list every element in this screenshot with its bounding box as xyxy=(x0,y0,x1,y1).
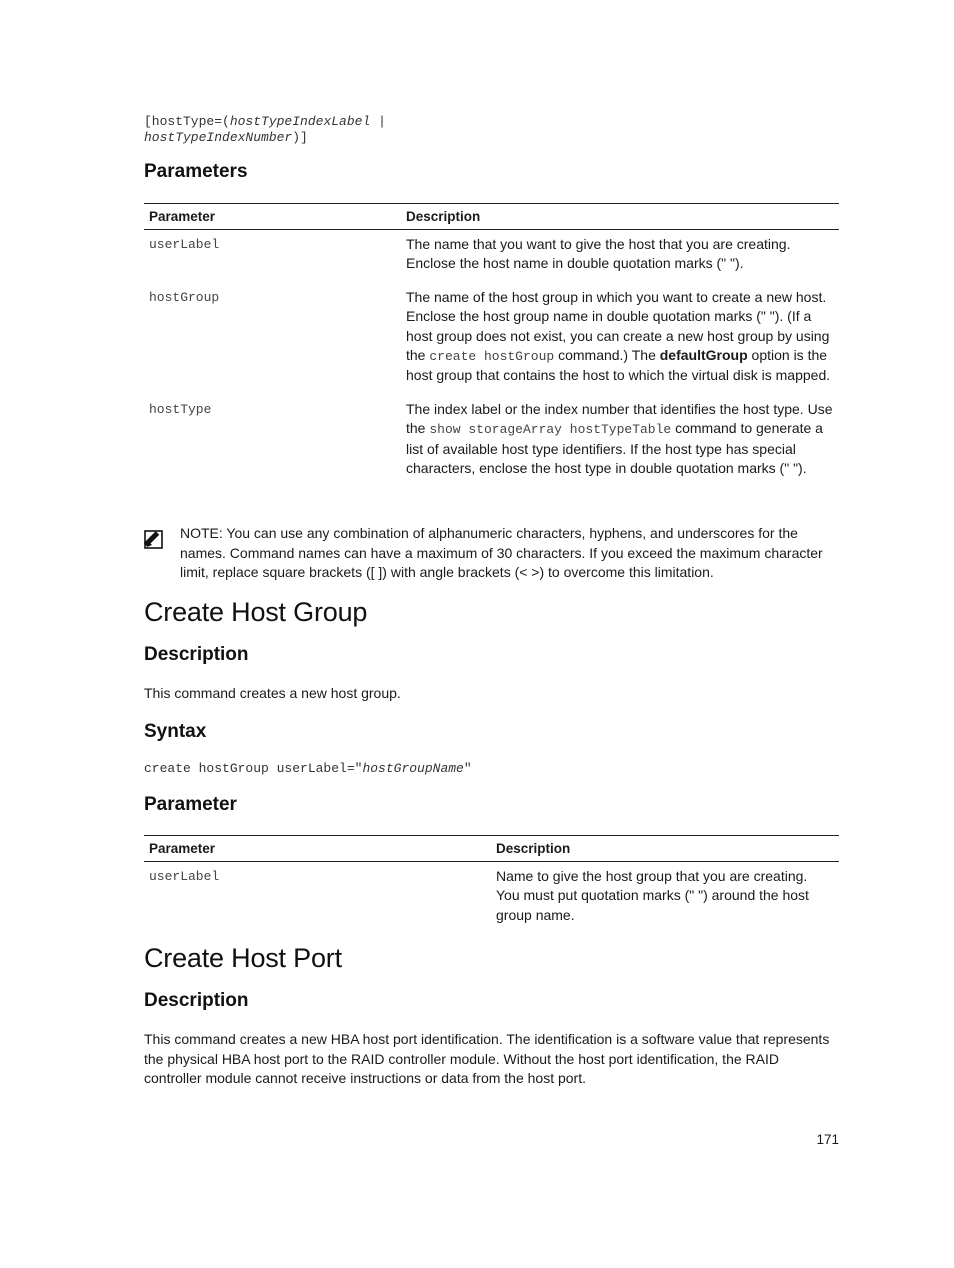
syntax-line-2 xyxy=(144,130,386,146)
parameters-heading: Parameters xyxy=(144,161,248,182)
note-callout xyxy=(144,524,839,583)
note-label: NOTE: xyxy=(180,525,223,541)
description-heading: Description xyxy=(144,644,249,665)
description-text: This command creates a new host group. xyxy=(144,685,401,701)
parameters-table xyxy=(144,203,839,487)
syntax-heading: Syntax xyxy=(144,721,207,742)
host-group-parameter-table xyxy=(144,835,839,934)
column-header-parameter: Parameter xyxy=(149,841,216,856)
syntax-line-1 xyxy=(144,114,386,130)
table-row xyxy=(144,283,839,395)
description-heading: Description xyxy=(144,990,249,1011)
syntax-code-block xyxy=(144,114,386,146)
code-text: | xyxy=(370,114,386,129)
description-text: The name of the host group in which you want to create a new host. Enclose the host group name in double quotation marks (" "). (If a host group does not exist, you can create a new host group by using the xyxy=(406,288,830,364)
parameter-name: userLabel xyxy=(149,869,220,884)
section-title-create-host-group: Create Host Group xyxy=(144,597,368,627)
description-text: This command creates a new HBA host port identification. The identification is a software value that represents the physical HBA host port to the RAID controller module. Without the host port identification, the RAID controller module cannot receive instructions or data from the host port. xyxy=(144,1031,830,1086)
table-row xyxy=(144,395,839,488)
parameter-description: The name that you want to give the host that you are creating. Enclose the host name in double quotation marks (" "). xyxy=(406,236,791,272)
description-text: command.) The xyxy=(554,347,660,364)
description-text: option is the host group that contains the host to which the virtual disk is mapped. xyxy=(406,347,831,384)
note-body: You can use any combination of alphanumeric characters, hyphens, and underscores for the names. Command names can have a maximum of 30 characters. If you exceed the maximum character limit, replace square brackets ([ ]) with angle brackets (< >) to overcome this limitation. xyxy=(180,525,823,580)
parameter-description xyxy=(401,283,839,395)
column-header-description: Description xyxy=(496,841,571,856)
parameter-name: userLabel xyxy=(149,237,220,252)
code-variable: hostTypeIndexLabel xyxy=(229,114,371,129)
parameter-description xyxy=(401,395,839,488)
description-text: The index label or the index number that identifies the host type. Use the xyxy=(406,400,833,437)
parameter-description: Name to give the host group that you are creating. You must put quotation marks (" ") around the host group name. xyxy=(496,868,809,923)
table-row xyxy=(144,230,839,283)
parameter-name: hostType xyxy=(149,401,212,417)
syntax-code xyxy=(144,761,472,777)
document-page xyxy=(144,0,839,1268)
code-text: create hostGroup userLabel=" xyxy=(144,761,363,776)
inline-code: create hostGroup xyxy=(429,349,555,365)
table-header-row xyxy=(144,836,839,862)
description-text: command to generate a list of available host type identifiers. If the host type has special characters, enclose the host type in double quotation marks (" "). xyxy=(406,420,823,477)
bold-term: defaultGroup xyxy=(659,347,748,364)
page-number: 171 xyxy=(816,1132,839,1147)
table-header-row xyxy=(144,204,839,230)
column-header-parameter: Parameter xyxy=(149,209,216,224)
column-header-description: Description xyxy=(406,209,481,224)
parameter-heading: Parameter xyxy=(144,794,237,815)
note-text xyxy=(180,524,839,583)
code-text: [hostType=( xyxy=(144,114,230,129)
parameter-name: hostGroup xyxy=(149,289,220,305)
note-pencil-icon xyxy=(144,524,180,583)
table-row xyxy=(144,862,839,935)
code-text: " xyxy=(463,761,472,776)
code-variable: hostGroupName xyxy=(362,761,464,776)
code-variable: hostTypeIndexNumber xyxy=(144,130,293,145)
section-title-create-host-port: Create Host Port xyxy=(144,943,342,973)
code-text: )] xyxy=(292,130,308,145)
inline-code: show storageArray hostTypeTable xyxy=(429,422,672,438)
